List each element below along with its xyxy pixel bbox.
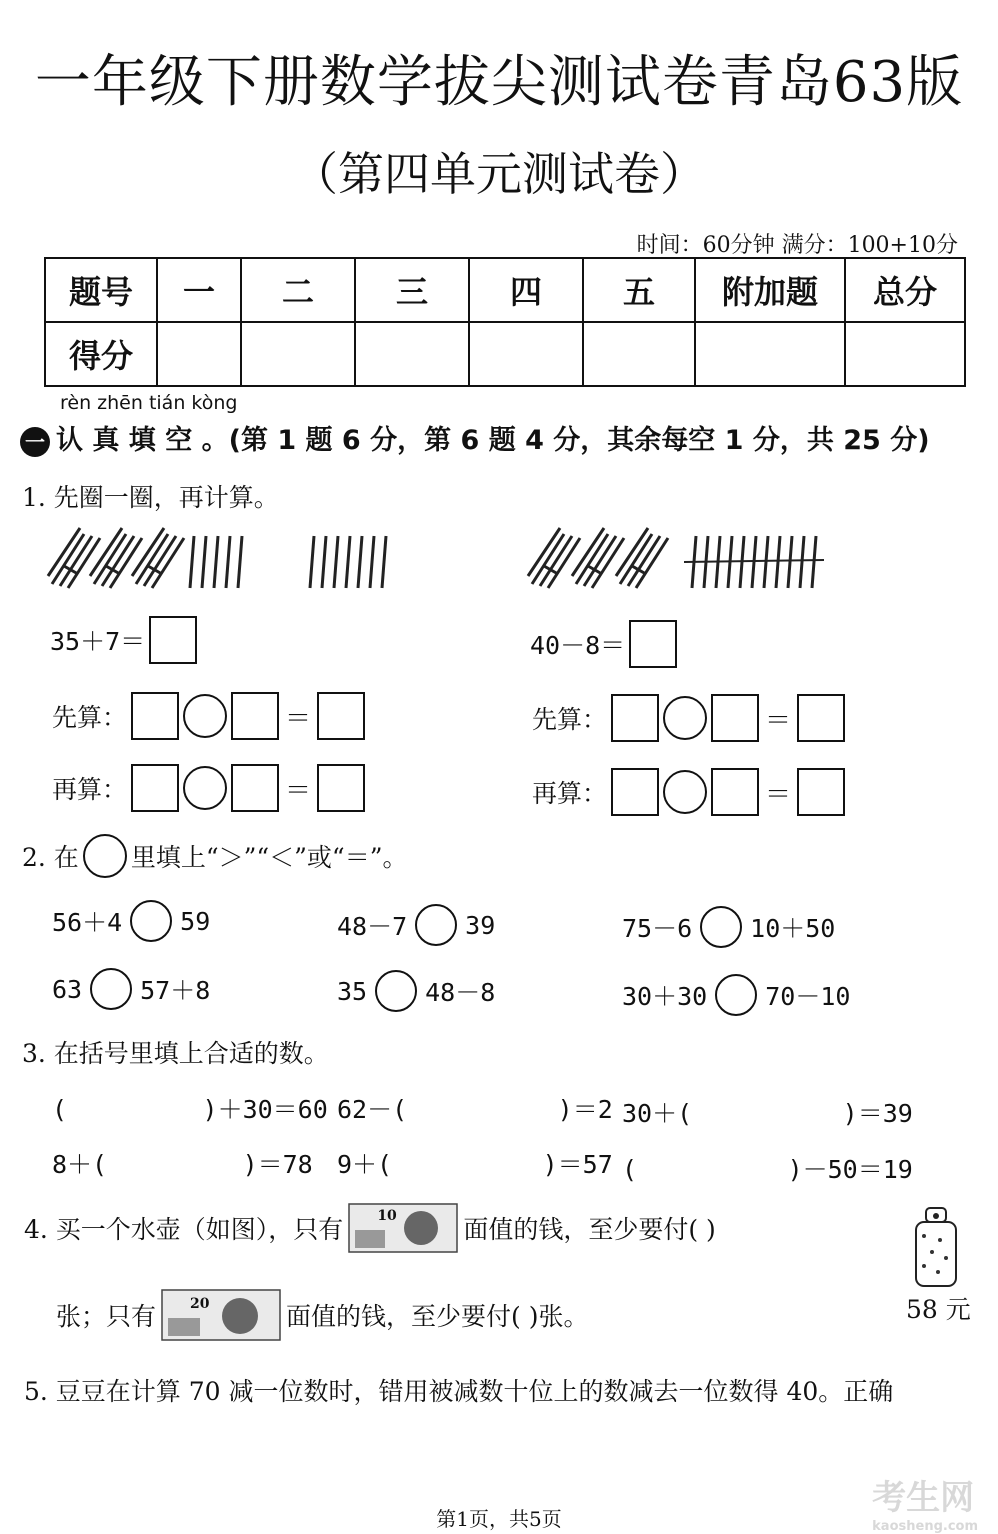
water-bottle-icon [912, 1206, 960, 1288]
operator-circle[interactable] [663, 696, 707, 740]
compare-left: 35 [337, 976, 368, 1006]
compare-circle[interactable] [700, 906, 742, 948]
operator-circle[interactable] [663, 770, 707, 814]
stick-bundle-icon [616, 528, 668, 588]
q1-left-first-step [52, 692, 365, 740]
q2-prompt [22, 834, 408, 878]
answer-box[interactable] [149, 616, 197, 664]
q4-line1 [24, 1200, 716, 1256]
score-cell: 四 [469, 258, 583, 322]
answer-box[interactable] [317, 692, 365, 740]
score-cell: 二 [241, 258, 355, 322]
answer-box[interactable] [317, 764, 365, 812]
q4-text-part2: 面值的钱，至少要付( ) [463, 1215, 716, 1244]
fill-blank-item[interactable]: ( )＋30＝60 [52, 1095, 328, 1124]
compare-left: 48－7 [337, 912, 408, 941]
compare-left: 75－6 [622, 914, 693, 943]
compare-circle[interactable] [415, 904, 457, 946]
operator-circle[interactable] [183, 694, 227, 738]
step-label: 再算： [532, 779, 608, 808]
time-info: 时间：60分钟 满分：100+10分 [636, 233, 958, 258]
answer-box[interactable] [797, 694, 845, 742]
compare-item [52, 968, 210, 1010]
score-input-cell[interactable] [845, 322, 965, 386]
compare-circle[interactable] [130, 900, 172, 942]
q4-line2 [56, 1286, 588, 1344]
stick-bundle-icon [132, 528, 184, 588]
score-input-cell[interactable] [583, 322, 695, 386]
watermark-url: kaosheng.com [872, 1519, 978, 1534]
compare-right: 10＋50 [750, 914, 836, 943]
q3-prompt: 3. 在括号里填上合适的数。 [22, 1039, 329, 1068]
score-input-cell[interactable] [241, 322, 355, 386]
q1-right-first-step [532, 694, 845, 742]
fill-blank-item[interactable]: ( )－50＝19 [622, 1155, 913, 1184]
score-input-cell[interactable] [355, 322, 469, 386]
single-sticks-icon [190, 536, 242, 588]
operator-circle[interactable] [183, 766, 227, 810]
page-subtitle: （第四单元测试卷） [292, 147, 706, 201]
expression-text: 35＋7＝ [50, 627, 146, 656]
q2-prompt-end: 里填上“＞”“＜”或“＝”。 [130, 843, 408, 872]
banknote-20-value: 20 [190, 1296, 210, 1312]
answer-box[interactable] [711, 694, 759, 742]
score-value-row [45, 322, 965, 386]
q4-text-part3: 张；只有 [56, 1302, 157, 1331]
page-footer: 第1页，共5页 [436, 1507, 562, 1531]
section-number-badge: 一 [20, 427, 50, 457]
banknote-10-value: 10 [377, 1208, 397, 1224]
compare-left: 56＋4 [52, 908, 123, 937]
equals-sign: ＝ [765, 705, 792, 736]
score-cell: 附加题 [695, 258, 845, 322]
circle-symbol-icon [83, 834, 127, 878]
compare-right: 39 [465, 910, 496, 940]
score-header-row [45, 258, 965, 322]
q4-text-part1: 4. 买一个水壶（如图），只有 [24, 1215, 344, 1244]
answer-box[interactable] [797, 768, 845, 816]
answer-box[interactable] [131, 692, 179, 740]
answer-box[interactable] [611, 768, 659, 816]
score-cell: 一 [157, 258, 241, 322]
stick-bundle-icon [90, 528, 142, 588]
score-input-cell[interactable] [469, 322, 583, 386]
q1-right-sticks-figure [524, 526, 844, 596]
section-heading [20, 418, 930, 457]
score-input-cell[interactable] [157, 322, 241, 386]
banknote-10-icon [347, 1200, 459, 1256]
q2-prompt-start: 2. 在 [22, 843, 79, 872]
q1-left-sticks-figure [44, 526, 414, 596]
compare-circle[interactable] [375, 970, 417, 1012]
compare-item [52, 900, 210, 942]
banknote-20-icon [160, 1286, 282, 1344]
answer-box[interactable] [711, 768, 759, 816]
score-cell: 题号 [45, 258, 157, 322]
score-table [44, 257, 966, 387]
step-label: 先算： [532, 705, 608, 734]
score-input-cell[interactable] [695, 322, 845, 386]
q1-right-second-step [532, 768, 845, 816]
equals-sign: ＝ [765, 779, 792, 810]
q1-prompt: 1. 先圈一圈，再计算。 [22, 483, 279, 512]
compare-item [337, 904, 495, 946]
answer-box[interactable] [629, 620, 677, 668]
compare-right: 59 [180, 906, 211, 936]
watermark-brand: 考生网 [872, 1478, 975, 1518]
equals-sign: ＝ [285, 703, 312, 734]
page-title: 一年级下册数学拔尖测试卷青岛63版 [34, 50, 964, 115]
q5-text: 5. 豆豆在计算 70 减一位数时，错用被减数十位上的数减去一位数得 40。正确 [24, 1377, 894, 1406]
score-cell: 三 [355, 258, 469, 322]
compare-right: 57＋8 [140, 976, 211, 1005]
score-cell: 五 [583, 258, 695, 322]
step-label: 先算： [52, 703, 128, 732]
q1-left-second-step [52, 764, 365, 812]
q4-text-part4: 面值的钱，至少要付( )张。 [286, 1302, 589, 1331]
compare-item [622, 974, 850, 1016]
expression-text: 40－8＝ [530, 631, 626, 660]
compare-left: 63 [52, 974, 83, 1004]
answer-box[interactable] [231, 764, 279, 812]
compare-circle[interactable] [715, 974, 757, 1016]
q1-right-expression [530, 620, 677, 668]
stick-bundle-icon [572, 528, 624, 588]
score-cell: 总分 [845, 258, 965, 322]
single-sticks-icon [310, 536, 386, 588]
compare-circle[interactable] [90, 968, 132, 1010]
compare-right: 70－10 [765, 982, 851, 1011]
step-label: 再算： [52, 775, 128, 804]
section-pinyin: rèn zhēn tián kòng [60, 392, 238, 414]
answer-box[interactable] [231, 692, 279, 740]
fill-blank-item[interactable]: 8＋( )＝78 [52, 1150, 313, 1179]
fill-blank-item[interactable]: 30＋( )＝39 [622, 1099, 913, 1128]
compare-right: 48－8 [425, 978, 496, 1007]
bottle-price: 58 元 [906, 1295, 971, 1324]
compare-item [622, 906, 835, 948]
q1-left-expression [50, 616, 197, 664]
fill-blank-item[interactable]: 9＋( )＝57 [337, 1150, 613, 1179]
crossed-sticks-icon [684, 536, 824, 588]
stick-bundle-icon [528, 528, 580, 588]
compare-item [337, 970, 495, 1012]
stick-bundle-icon [48, 528, 100, 588]
compare-left: 30＋30 [622, 982, 708, 1011]
fill-blank-item[interactable]: 62－( )＝2 [337, 1095, 613, 1124]
answer-box[interactable] [611, 694, 659, 742]
score-cell: 得分 [45, 322, 157, 386]
equals-sign: ＝ [285, 775, 312, 806]
section-heading-text: 认 真 填 空 。(第 1 题 6 分，第 6 题 4 分，其余每空 1 分，共 25 分) [56, 425, 930, 456]
answer-box[interactable] [131, 764, 179, 812]
